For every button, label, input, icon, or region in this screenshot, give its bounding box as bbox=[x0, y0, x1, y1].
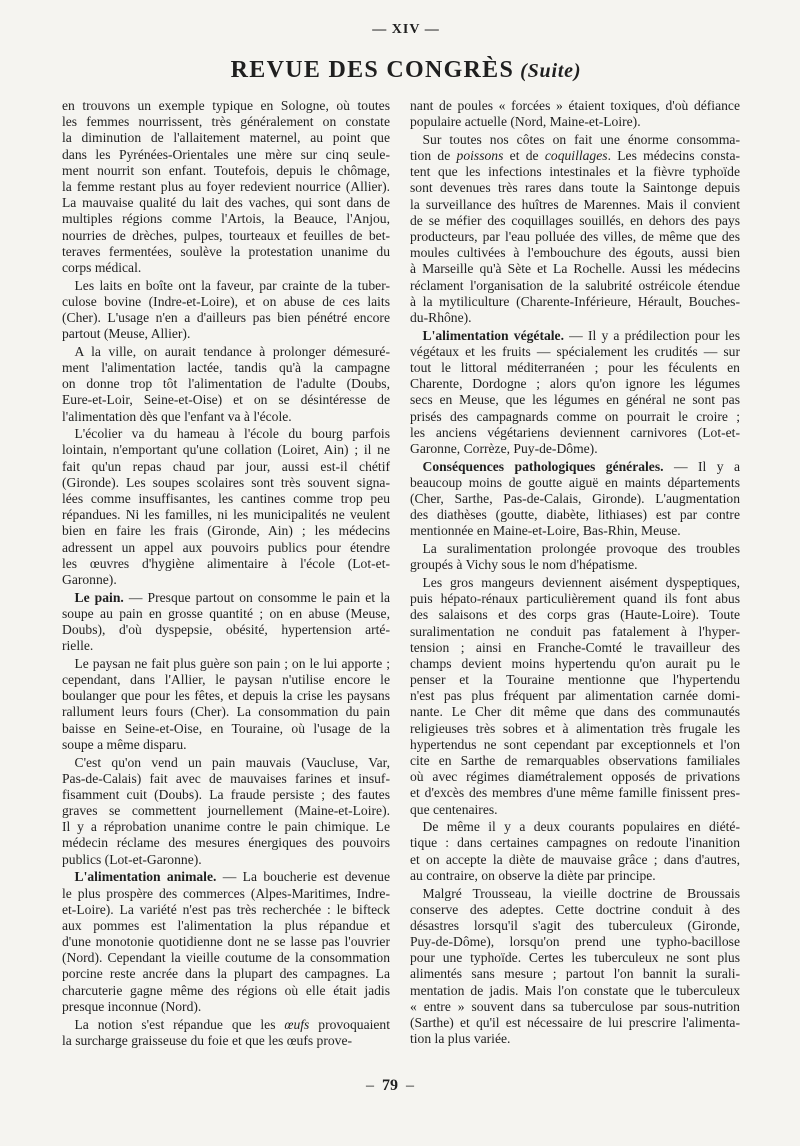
line-text: le plus prospère des commerces (Alpes-Maritimes, Indre- bbox=[62, 885, 390, 901]
text-line bbox=[62, 163, 390, 179]
text-line bbox=[410, 197, 740, 213]
line-text-styled bbox=[75, 869, 391, 884]
text-line bbox=[410, 624, 740, 640]
line-text-styled bbox=[423, 328, 740, 343]
line-text: Les gros mangeurs deviennent aisément dyspeptiques, bbox=[422, 574, 740, 590]
text-line bbox=[410, 98, 740, 114]
line-text: La suralimentation prolongée provoque des troubles bbox=[422, 541, 740, 557]
text-line bbox=[62, 392, 390, 408]
text-column-left bbox=[62, 98, 390, 1049]
text-line bbox=[410, 607, 740, 623]
text-line bbox=[62, 344, 390, 360]
line-text: champs devient moins hypertendu qu'on aurait pu le bbox=[410, 655, 740, 671]
line-text-styled bbox=[75, 590, 391, 605]
line-text: du-Rhône). bbox=[410, 309, 472, 325]
paragraph bbox=[62, 755, 390, 868]
text-line bbox=[62, 326, 390, 342]
line-text: les anciens végétariens deviennent carnivores (Lot-et- bbox=[410, 424, 740, 440]
text-line bbox=[62, 147, 390, 163]
line-text: et on accepte la diète de mauvaise grâce ; dans d'autres, bbox=[410, 851, 740, 867]
line-text: baisse en Seine-et-Oise, en Touraine, où l'usage de la bbox=[62, 720, 390, 736]
line-text: nant de poules « forcées » étaient toxiques, d'où défiance bbox=[410, 98, 740, 113]
line-text: beaucoup moins de goutte aiguë en maints départements bbox=[410, 474, 740, 490]
page-header-numeral: — XIV — bbox=[372, 22, 440, 37]
line-text: Garonne, Corrèze, Puy-de-Dôme). bbox=[410, 440, 598, 456]
text-line bbox=[410, 591, 740, 607]
text-line bbox=[410, 164, 740, 180]
line-text: corps médical. bbox=[62, 259, 142, 275]
paragraph bbox=[410, 819, 740, 884]
line-text: graves se commettent journellement (Maine-et-Loire). bbox=[62, 803, 390, 819]
line-text: on donne trop tôt l'alimentation de l'adulte (Doubs, bbox=[62, 376, 390, 392]
text-run: — La boucherie est devenue bbox=[216, 869, 390, 885]
text-line bbox=[62, 852, 390, 868]
text-line bbox=[410, 523, 740, 539]
text-line bbox=[62, 656, 390, 672]
text-line bbox=[62, 755, 390, 771]
paragraph bbox=[62, 590, 390, 655]
paragraph bbox=[410, 541, 740, 573]
line-text-styled bbox=[423, 459, 741, 474]
line-text: nourries de drèches, pulpes, tourteaux et feuilles de bet- bbox=[62, 227, 390, 243]
line-text: ment nourrit son enfant. Toutefois, depuis le chômage, bbox=[62, 162, 390, 178]
line-text: C'est qu'on vend un pain mauvais (Vaucluse, Var, bbox=[74, 754, 390, 770]
text-line bbox=[410, 672, 740, 688]
text-line bbox=[410, 640, 740, 656]
text-line bbox=[62, 310, 390, 326]
text-line bbox=[62, 523, 390, 539]
paragraph bbox=[62, 278, 390, 343]
line-text: tique : dans certaines campagnes on redoute l'inanition bbox=[410, 835, 740, 851]
line-text: porcine reste ancrée dans la plupart des campagnes. La bbox=[62, 966, 391, 982]
text-line bbox=[62, 211, 390, 227]
paragraph bbox=[410, 328, 740, 458]
text-line bbox=[410, 575, 740, 591]
text-line bbox=[410, 261, 740, 277]
section-heading: L'alimentation végétale. bbox=[422, 327, 564, 343]
text-line bbox=[410, 180, 740, 196]
line-text: soupe a même disparu. bbox=[62, 736, 187, 752]
text-line bbox=[410, 688, 740, 704]
line-text: publics (Lot-et-Garonne). bbox=[62, 851, 202, 867]
text-line bbox=[410, 868, 740, 884]
line-text: ment l'alimentation lactée, tandis qu'à la campagne bbox=[62, 360, 390, 375]
line-text: dans les Pyrénées-Orientales une mère sur cinq seule- bbox=[62, 146, 390, 162]
text-line bbox=[410, 541, 740, 557]
line-text: les femmes nourrissent, très généralement on constate bbox=[62, 114, 390, 130]
text-line bbox=[62, 803, 390, 819]
paragraph-continued bbox=[62, 98, 390, 276]
line-text: de se méfier des coquillages souillés, en dehors des pays bbox=[410, 212, 740, 228]
text-line bbox=[410, 245, 740, 261]
line-text: mentionnée en Maine-et-Loire, Bas-Rhin, Meuse. bbox=[410, 523, 681, 539]
text-line bbox=[410, 132, 740, 148]
line-text: (Cher, Sarthe, Pas-de-Calais, Gironde). L'augmentation bbox=[410, 491, 740, 506]
line-text: « entre » souvent dans sa tuberculose par sous-nutrition bbox=[410, 998, 740, 1014]
text-line bbox=[62, 114, 390, 130]
text-line bbox=[62, 966, 390, 982]
paragraph bbox=[62, 1017, 390, 1049]
page-footer bbox=[0, 1075, 790, 1097]
text-line bbox=[410, 656, 740, 672]
line-text: en trouvons un exemple typique en Sologne, où toutes bbox=[62, 98, 390, 113]
text-line bbox=[410, 934, 740, 950]
text-column-right bbox=[410, 98, 740, 1047]
line-text: et d'excès des membres d'une même famille finissent pres- bbox=[410, 785, 740, 801]
line-text: les œuvres d'hygiène alimentaire à l'école (Lot-et- bbox=[62, 555, 390, 571]
text-line bbox=[410, 902, 740, 918]
line-text: que centenaires. bbox=[410, 801, 498, 817]
text-line bbox=[62, 426, 390, 442]
paragraph bbox=[62, 869, 390, 1015]
text-line bbox=[410, 835, 740, 851]
line-text: conserve des adeptes. Cette doctrine conduit à des bbox=[410, 901, 740, 917]
line-text: suralimentation ne conduit pas fatalement à l'hyper- bbox=[410, 623, 740, 639]
line-text: fisamment cuit (Doubs). La fraude persiste ; des fautes bbox=[62, 786, 390, 802]
text-run: . Les médecins consta- bbox=[607, 148, 741, 164]
line-text: cependant, dans l'Allier, le paysan n'utilise encore le bbox=[62, 672, 390, 688]
text-line bbox=[62, 376, 390, 392]
line-text: rielle. bbox=[62, 638, 94, 654]
line-text: populaire actuelle (Nord, Maine-et-Loire). bbox=[410, 114, 641, 130]
line-text: répandues. Ni les familles, ni les municipalités ne veulent bbox=[62, 507, 390, 523]
text-run: tion de bbox=[410, 148, 457, 164]
text-line bbox=[410, 886, 740, 902]
line-text: teraves fermentées, soulève la protestation unanime du bbox=[62, 243, 390, 259]
paragraph bbox=[62, 426, 390, 588]
line-text: tout le littoral méditerranéen ; pour les féculents en bbox=[410, 360, 740, 375]
text-line bbox=[410, 802, 740, 818]
text-line bbox=[62, 179, 390, 195]
line-text: penser et la Touraine mentionne que l'hypertendu bbox=[410, 672, 740, 688]
line-text: hypertendus ne sont cependant par exceptionnels et l'on bbox=[410, 736, 740, 752]
text-line bbox=[62, 787, 390, 803]
line-text: religieuses très sobres et à alimentation très frugale les bbox=[410, 720, 740, 736]
line-text: (Cher). L'usage n'en a d'ailleurs pas bien pénétré encore bbox=[62, 309, 390, 325]
text-line bbox=[62, 278, 390, 294]
text-line bbox=[62, 475, 390, 491]
line-text: Malgré Trousseau, la vieille doctrine de Broussais bbox=[422, 885, 740, 901]
text-line bbox=[410, 1015, 740, 1031]
line-text: Eure-et-Loir, Seine-et-Oise) et on se désintéresse de bbox=[62, 392, 390, 408]
line-text: la surcharge graisseuse du foie et que les œufs prove- bbox=[62, 1032, 353, 1048]
text-line bbox=[62, 835, 390, 851]
line-text: Charente, Dordogne ; alors qu'on ignore les légumes bbox=[410, 376, 740, 392]
line-text: aux pommes est l'alimentation la plus répandue et bbox=[62, 917, 390, 933]
line-text: tent que les infections intestinales et la fièvre typhoïde bbox=[410, 164, 740, 180]
page-title-suffix: (Suite) bbox=[520, 60, 582, 82]
line-text: rallument leurs fours (Cher). La consommation du pain bbox=[62, 704, 390, 720]
line-text: Garonne). bbox=[62, 571, 117, 587]
text-line bbox=[62, 902, 390, 918]
text-line bbox=[62, 886, 390, 902]
line-text: sont devenues très rares dans toute la Saintonge depuis bbox=[410, 180, 741, 196]
text-line bbox=[410, 819, 740, 835]
text-line bbox=[410, 966, 740, 982]
line-text: (Sarthe) et qu'il est nécessaire de lui prescrire l'alimenta- bbox=[410, 1015, 740, 1030]
italic-term: coquillages bbox=[544, 148, 608, 164]
line-text: secs en Meuse, que les légumes en général ne sont pas bbox=[410, 392, 740, 408]
text-line bbox=[62, 260, 390, 276]
text-line bbox=[410, 753, 740, 769]
text-line bbox=[62, 459, 390, 475]
text-line bbox=[62, 672, 390, 688]
text-line bbox=[62, 572, 390, 588]
line-text: boulanger que pour les fêtes, et depuis la crise les paysans bbox=[62, 688, 390, 704]
text-run: et de bbox=[503, 148, 545, 164]
text-line bbox=[62, 819, 390, 835]
line-text-styled bbox=[75, 1017, 391, 1032]
line-text: végétaux et les fruits — spécialement les crudités — sur bbox=[410, 343, 740, 359]
text-line bbox=[410, 360, 740, 376]
text-line bbox=[62, 98, 390, 114]
line-text: Les laits en boîte ont la faveur, par crainte de la tuber- bbox=[74, 277, 390, 293]
line-text: prisés des campagnards comme on pourrait le croire ; bbox=[410, 408, 740, 424]
text-run: — Il y a bbox=[663, 458, 740, 474]
text-line bbox=[62, 491, 390, 507]
line-text: (Gironde). Les soupes scolaires sont très souvent signa- bbox=[62, 474, 390, 490]
line-text: Le paysan ne fait plus guère son pain ; on le lui apporte ; bbox=[74, 655, 390, 671]
paragraph bbox=[62, 344, 390, 425]
text-line bbox=[410, 441, 740, 457]
line-text: Puy-de-Dôme), lorsqu'on prend une typho-bacillose bbox=[410, 934, 740, 950]
line-text-styled bbox=[410, 148, 740, 163]
line-text: désastres lorsqu'il s'agit des tuberculeux (Gironde, bbox=[410, 917, 740, 933]
text-line bbox=[62, 228, 390, 244]
text-line bbox=[62, 130, 390, 146]
line-text: la diminution de l'allaitement maternel, au point que bbox=[62, 130, 391, 146]
page-title-main: REVUE DES CONGRÈS bbox=[230, 57, 515, 83]
line-text: A la ville, on aurait tendance à prolonger démesuré- bbox=[74, 343, 390, 359]
text-line bbox=[410, 769, 740, 785]
text-line bbox=[410, 475, 740, 491]
line-text: soupe au pain en grosse quantité ; on en abuse (Meuse, bbox=[62, 605, 390, 621]
paragraph bbox=[410, 459, 740, 540]
text-line bbox=[410, 328, 740, 344]
text-line bbox=[62, 983, 390, 999]
text-line bbox=[410, 409, 740, 425]
text-line bbox=[62, 540, 390, 556]
text-line bbox=[62, 507, 390, 523]
line-text: à Marseille qu'à Sète et La Rochelle. Aussi les médecins bbox=[410, 261, 740, 277]
italic-term: œufs bbox=[284, 1016, 310, 1032]
text-line bbox=[62, 869, 390, 885]
text-line bbox=[62, 442, 390, 458]
text-line bbox=[410, 704, 740, 720]
line-text: et-Loire). La variété n'est pas très recherchée : le bifteck bbox=[62, 901, 390, 917]
line-text: tension ; ainsi en Franche-Comté le travailleur des bbox=[410, 639, 740, 655]
text-line bbox=[410, 344, 740, 360]
text-line bbox=[62, 622, 390, 638]
text-run: La notion s'est répandue que les bbox=[74, 1016, 285, 1032]
text-line bbox=[410, 491, 740, 507]
line-text: groupés à Vichy sous le nom d'hépatisme. bbox=[410, 557, 638, 573]
footer-dash-left: – bbox=[366, 1077, 374, 1094]
page-title bbox=[6, 56, 800, 84]
line-text: Doubs), d'où dyspepsie, obésité, hypertension arté- bbox=[62, 622, 390, 637]
text-run: provoquaient bbox=[309, 1016, 390, 1032]
text-line bbox=[62, 1033, 390, 1049]
line-text: Il y a réprobation unanime contre le pain chimique. Le bbox=[62, 819, 390, 835]
text-line bbox=[410, 852, 740, 868]
text-line bbox=[410, 721, 740, 737]
footer-dash-right: – bbox=[406, 1077, 414, 1094]
line-text: fait qu'un repas chaud par jour, aussi est-il chétif bbox=[62, 458, 391, 474]
text-line bbox=[62, 195, 390, 211]
text-line bbox=[62, 409, 390, 425]
text-line bbox=[62, 704, 390, 720]
text-line bbox=[62, 638, 390, 654]
line-text: mentation de jadis. Mais l'on constate que le tuberculeux bbox=[410, 982, 740, 998]
text-line bbox=[62, 688, 390, 704]
paragraph bbox=[62, 656, 390, 753]
line-text: charcuterie gagne même des régions où elle était jadis bbox=[62, 982, 390, 998]
text-run: — Il y a prédilection pour les bbox=[563, 327, 740, 343]
page-number: 79 bbox=[382, 1077, 398, 1094]
text-line bbox=[410, 918, 740, 934]
text-line bbox=[410, 213, 740, 229]
line-text: alimentés sans mesure ; partout l'on bannit la surali- bbox=[410, 966, 741, 982]
section-heading: Conséquences pathologiques générales. bbox=[422, 458, 664, 474]
line-text: des salaisons et des corps gras (Haute-Loire). Toute bbox=[410, 607, 740, 623]
text-line bbox=[410, 999, 740, 1015]
section-heading: L'alimentation animale. bbox=[74, 869, 217, 885]
text-line bbox=[410, 950, 740, 966]
text-line bbox=[410, 507, 740, 523]
text-line bbox=[62, 1017, 390, 1033]
paragraph bbox=[410, 886, 740, 1048]
line-text: l'alimentation dès que l'enfant va à l'école. bbox=[62, 408, 292, 424]
text-line bbox=[410, 310, 740, 326]
line-text: la femme restant plus au foyer redevient nourrice (Allier). bbox=[62, 178, 390, 194]
text-line bbox=[410, 557, 740, 573]
italic-term: poissons bbox=[456, 148, 504, 164]
paragraph bbox=[410, 132, 740, 326]
text-line bbox=[62, 590, 390, 606]
line-text: partout (Meuse, Allier). bbox=[62, 326, 191, 342]
text-line bbox=[62, 918, 390, 934]
text-line bbox=[62, 771, 390, 787]
text-line bbox=[62, 360, 390, 376]
text-line bbox=[62, 294, 390, 310]
line-text: adressent un appel aux pouvoirs publics pour étendre bbox=[62, 539, 390, 555]
line-text: presque inconnue (Nord). bbox=[62, 998, 202, 1014]
text-line bbox=[410, 737, 740, 753]
line-text: lointain, n'emportant qu'une collation (Loiret, Ain) ; il ne bbox=[62, 442, 390, 458]
line-text: L'écolier va du hameau à l'école du bourg parfois bbox=[74, 426, 390, 442]
line-text: lées comme insuffisantes, les cantines comme trop peu bbox=[62, 491, 390, 506]
text-line bbox=[410, 294, 740, 310]
line-text: au contraire, on observe la diète par principe. bbox=[410, 867, 656, 883]
paragraph bbox=[410, 575, 740, 818]
line-text: La mauvaise qualité du lait des vaches, qui sont dans de bbox=[62, 195, 390, 211]
line-text: Sur toutes nos côtes on fait une énorme consomma- bbox=[422, 131, 740, 147]
line-text: producteurs, par l'eau polluée des villes, de même que des bbox=[410, 229, 740, 244]
text-line bbox=[410, 983, 740, 999]
text-line bbox=[410, 148, 740, 164]
line-text: des diathèses (goutte, diabète, lithiases) est par contre bbox=[410, 507, 740, 523]
line-text: n'est pas plus fréquent par alimentation carnée domi- bbox=[410, 688, 740, 704]
line-text: à la mytiliculture (Charente-Inférieure, Hérault, Bouches- bbox=[410, 293, 740, 309]
line-text: réclament l'organisation de la salubrité ostréicole étendue bbox=[410, 277, 740, 293]
paragraph-continued bbox=[410, 98, 740, 130]
text-line bbox=[410, 1031, 740, 1047]
text-line bbox=[62, 606, 390, 622]
line-text: moules cultivées à l'embouchure des égouts, aussi bien bbox=[410, 245, 740, 261]
text-line bbox=[410, 229, 740, 245]
text-line bbox=[410, 114, 740, 130]
text-line bbox=[410, 392, 740, 408]
text-line bbox=[410, 785, 740, 801]
text-line bbox=[410, 278, 740, 294]
line-text: bien en faire les frais (Gironde, Ain) ; les médecins bbox=[62, 523, 390, 539]
line-text: Pas-de-Calais) fait avec de mauvaises farines et insuf- bbox=[62, 770, 390, 786]
text-line bbox=[62, 934, 390, 950]
line-text: tion la plus variée. bbox=[410, 1031, 511, 1047]
line-text: où avec régimes diamétralement opposés de privations bbox=[410, 769, 740, 785]
text-line bbox=[62, 950, 390, 966]
text-line bbox=[410, 425, 740, 441]
line-text: (Nord). Cependant la vieille coutume de la consommation bbox=[62, 950, 390, 966]
line-text: d'une monotonie quotidienne dont ne se lasse pas l'ouvrier bbox=[62, 934, 390, 950]
text-line bbox=[62, 737, 390, 753]
line-text: nante. Le Cher dit même que dans des communautés bbox=[410, 704, 740, 720]
text-line bbox=[410, 459, 740, 475]
text-line bbox=[410, 376, 740, 392]
line-text: multiples régions comme l'Artois, la Beauce, l'Anjou, bbox=[62, 211, 390, 227]
text-line bbox=[62, 721, 390, 737]
line-text: médecin réclame des mesures énergiques des pouvoirs bbox=[62, 835, 390, 851]
line-text: pour une typhoïde. Certes les tuberculeux ne sont plus bbox=[410, 950, 740, 966]
line-text: puis hépato-rénaux particulièrement quand ils font abus bbox=[410, 591, 740, 607]
line-text: culose bovine (Indre-et-Loire), et on abuse de ces laits bbox=[62, 293, 391, 309]
line-text: cite en Sarthe de remarquables observations familiales bbox=[410, 753, 740, 768]
section-heading: Le pain. bbox=[74, 589, 124, 605]
line-text: la surveillance des huîtres de Marennes. Mais il convient bbox=[410, 196, 740, 212]
text-line bbox=[62, 999, 390, 1015]
line-text: De même il y a deux courants populaires en diété- bbox=[422, 819, 740, 835]
text-line bbox=[62, 244, 390, 260]
text-run: — Presque partout on consomme le pain et la bbox=[123, 589, 391, 605]
text-line bbox=[62, 556, 390, 572]
